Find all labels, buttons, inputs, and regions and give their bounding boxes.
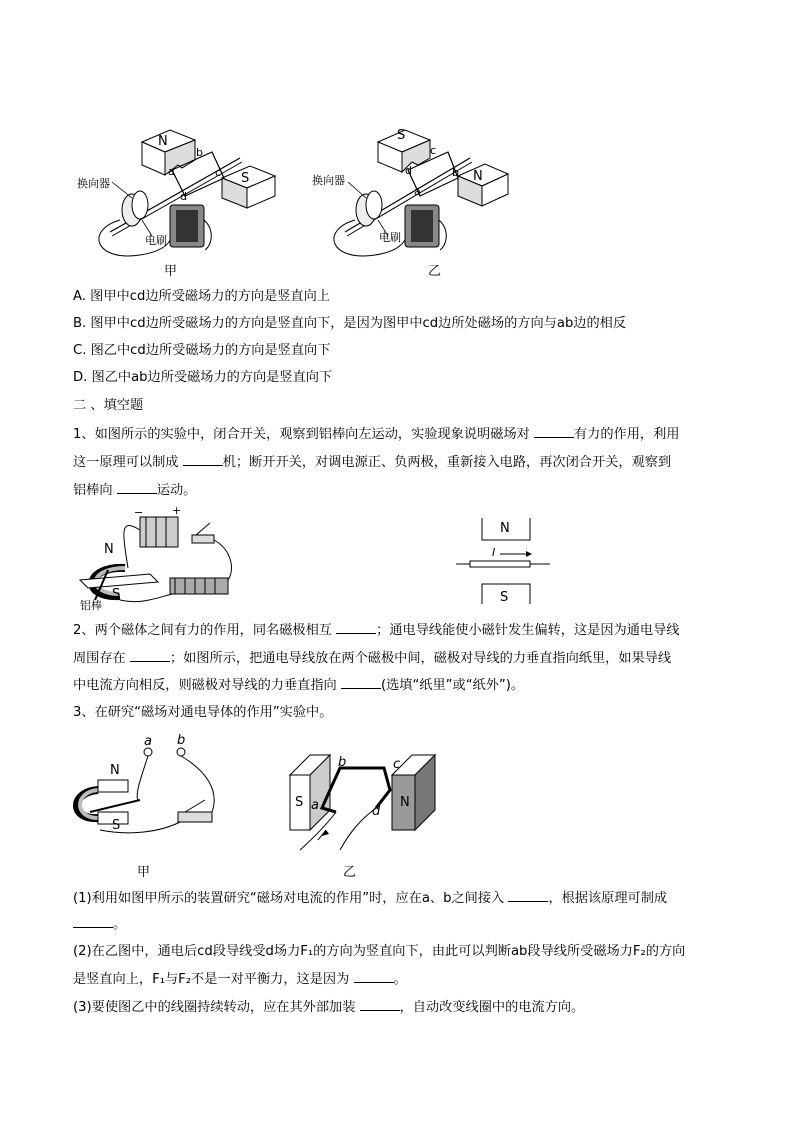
q3-text: (3)要使图乙中的线圈持续转动，应在其外部加装	[73, 1000, 360, 1015]
q1-text: 运动。	[156, 483, 197, 498]
pole-label-n: N	[104, 542, 114, 557]
letter-b: b	[196, 146, 203, 159]
q1-text: 铝棒向	[73, 483, 117, 498]
figure-caption-yi: 乙	[428, 264, 442, 279]
letter-d: d	[372, 804, 381, 819]
option-d: D. 图乙中ab边所受磁场力的方向是竖直向下	[73, 370, 333, 385]
q3-part2-line1: (2)在乙图中，通电后cd段导线受d场力F₁的方向为竖直向下，由此可以判断ab段导线所受磁场力F₂的方向	[73, 944, 686, 959]
q2-text: 周围存在	[73, 651, 130, 666]
letter-d: d	[180, 190, 187, 203]
rod-label: 铝棒	[80, 599, 102, 612]
pole-label-s: S	[295, 795, 304, 810]
letter-a: a	[168, 165, 175, 178]
pole-label-s: S	[112, 587, 121, 602]
pole-label-n: N	[110, 763, 120, 778]
option-a: A. 图甲中cd边所受磁场力的方向是竖直向上	[73, 289, 330, 304]
answer-blank	[360, 998, 400, 1011]
q2-text: ；如图所示，把通电导线放在两个磁极中间，磁极对导线的力垂直指向纸里，如果导线	[169, 651, 672, 666]
pole-label-top: N	[158, 134, 168, 149]
letter-c: c	[430, 144, 437, 157]
q3-text: 。	[113, 917, 127, 932]
brush-label: 电刷	[145, 234, 167, 247]
commutator-label: 换向器	[77, 177, 110, 190]
letter-c: c	[215, 166, 222, 179]
q1-text: 有力的作用，利用	[573, 427, 680, 442]
option-b: B. 图甲中cd边所受磁场力的方向是竖直向下，是因为图甲中cd边所处磁场的方向与ab边的相反	[73, 316, 627, 331]
q1-text: 1、如图所示的实验中，闭合开关，观察到铝棒向左运动，实验现象说明磁场对	[73, 427, 534, 442]
letter-a: a	[414, 185, 421, 198]
q3-part1-line1	[73, 889, 667, 908]
option-c: C. 图乙中cd边所受磁场力的方向是竖直向下	[73, 343, 331, 358]
answer-blank	[73, 915, 113, 928]
q3-text: (1)利用如图甲所示的装置研究“磁场对电流的作用”时，应在a、b之间接入	[73, 891, 509, 906]
terminal-b: b	[177, 733, 186, 748]
letter-b: b	[338, 755, 347, 770]
q2-text: (选填“纸里”或“纸外”)。	[380, 678, 525, 693]
q3-intro: 3、在研究“磁场对通电导体的作用”实验中。	[73, 705, 333, 720]
q3-part3	[73, 998, 584, 1017]
figure-caption-yi: 乙	[343, 865, 357, 880]
battery-plus: +	[172, 504, 182, 517]
figure-caption-jia: 甲	[164, 264, 178, 279]
pole-label-s: S	[112, 818, 121, 833]
q3-text: 是竖直向上，F₁与F₂不是一对平衡力，这是因为	[73, 972, 354, 987]
q3-text: 。	[393, 972, 407, 987]
figure-caption-jia: 甲	[137, 865, 151, 880]
q1-text: 这一原理可以制成	[73, 455, 183, 470]
battery-minus: −	[134, 506, 144, 519]
pole-label-right: S	[241, 171, 250, 186]
q3-text: ，根据该原理可制成	[548, 891, 668, 906]
q2-text: ；通电导线能使小磁针发生偏转，这是因为通电导线	[376, 623, 680, 638]
answer-blank	[354, 970, 394, 983]
letter-c: c	[393, 757, 401, 772]
q2-text: 2、两个磁体之间有力的作用，同名磁极相互	[73, 623, 337, 638]
q3-text: ，自动改变线圈中的电流方向。	[399, 1000, 585, 1015]
q3-part1-line2	[73, 915, 126, 934]
pole-label-n: N	[400, 795, 410, 810]
letter-b: b	[452, 166, 459, 179]
terminal-a: a	[144, 734, 152, 749]
commutator-label: 换向器	[312, 174, 345, 187]
section-title: 二 、填空题	[73, 398, 144, 413]
pole-label-right: N	[473, 169, 483, 184]
pole-label-top: S	[397, 128, 406, 143]
q2-text: 中电流方向相反，则磁极对导线的力垂直指向	[73, 678, 341, 693]
letter-a: a	[311, 798, 319, 813]
answer-blank	[508, 889, 548, 902]
letter-d: d	[405, 164, 412, 177]
current-label: I	[492, 546, 496, 559]
q1-text: 机；断开开关，对调电源正、负两极，重新接入电路，再次闭合开关，观察到	[222, 455, 672, 470]
q3-part2-line2	[73, 970, 407, 989]
pole-label-s: S	[500, 590, 509, 605]
brush-label: 电刷	[379, 231, 401, 244]
pole-label-n: N	[500, 521, 510, 536]
